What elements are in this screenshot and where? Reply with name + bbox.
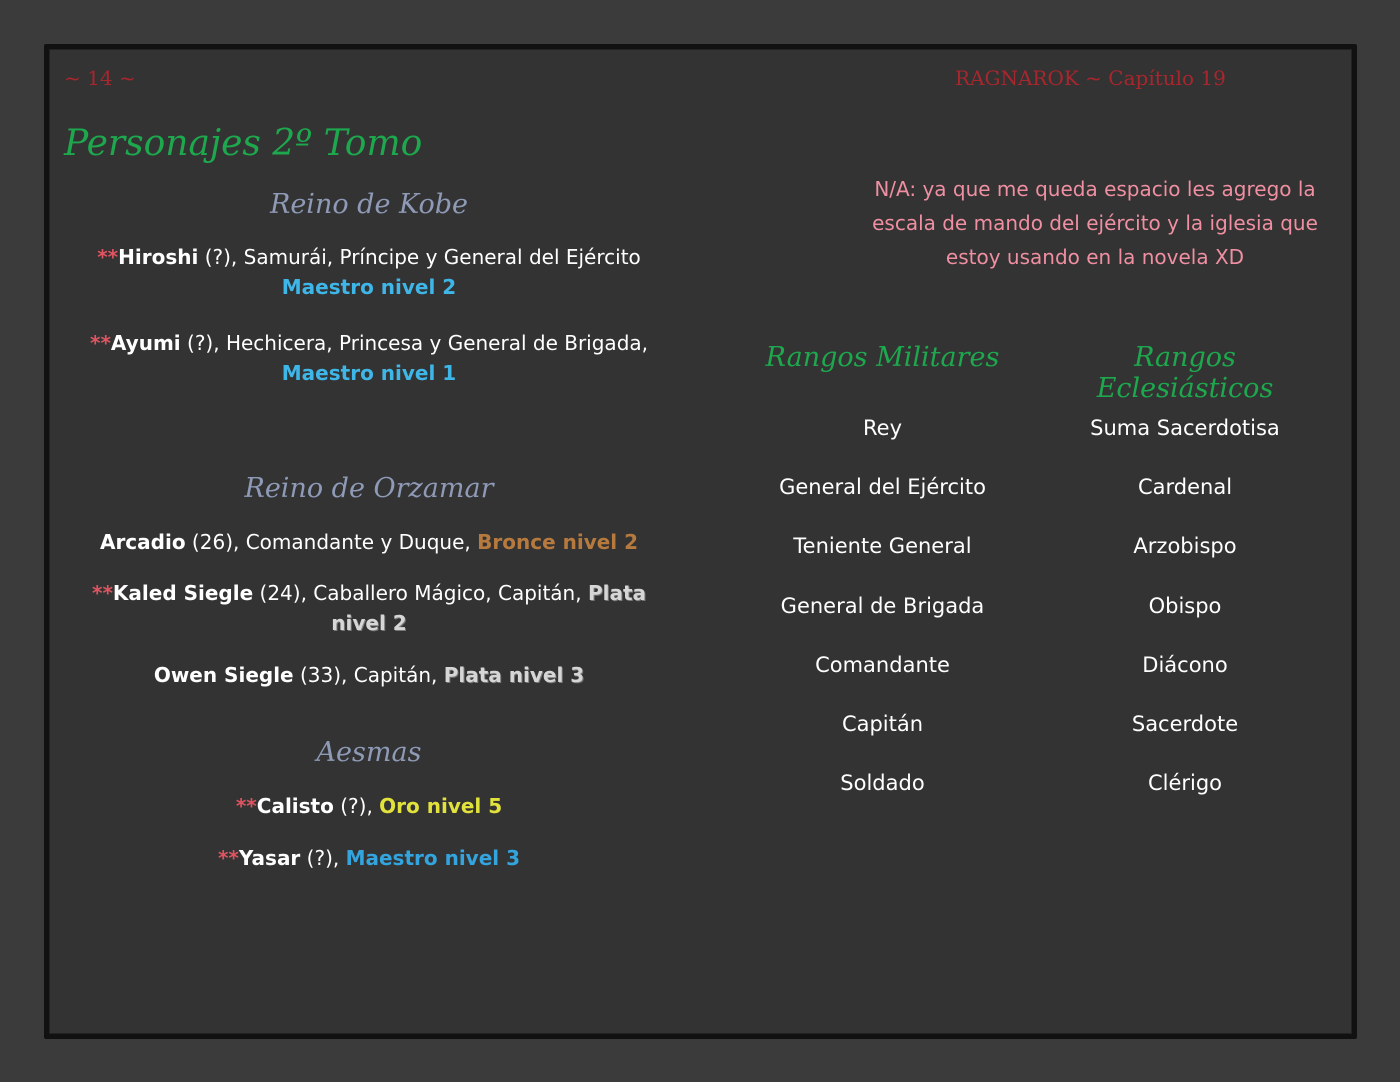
character-entry (64, 328, 674, 388)
section-title: Reino de Orzamar (244, 473, 494, 504)
star-marker: ** (89, 331, 111, 355)
character-entry (64, 242, 674, 302)
character-name: Yasar (238, 846, 301, 870)
character-entry (64, 527, 674, 557)
character-desc: (?), Samurái, Príncipe y General del Ejército (198, 245, 641, 269)
star-marker: ** (217, 846, 239, 870)
section-kobe (64, 188, 674, 388)
character-desc: (24), Caballero Mágico, Capitán, (253, 581, 588, 605)
military-rank: Comandante (815, 652, 950, 677)
section-title: Aesmas (316, 737, 422, 768)
star-marker: ** (97, 245, 119, 269)
military-rank: General de Brigada (780, 593, 985, 618)
character-entry (64, 791, 674, 821)
page-number: ~ 14 ~ (64, 66, 136, 90)
rank-label: Plata nivel 2 (331, 581, 647, 635)
author-note: N/A: ya que me queda espacio les agrego la escala de mando del ejército y la iglesia que estoy usando en la novela XD (872, 177, 1318, 269)
ecclesiastic-rank: Suma Sacerdotisa (1090, 416, 1280, 440)
ecclesiastic-rank: Cardenal (1137, 475, 1233, 500)
military-rank: Capitán (841, 711, 924, 736)
ecclesiastic-ranks-title: Rangos Eclesiásticos (1096, 342, 1274, 404)
rank-label: Maestro nivel 1 (281, 361, 457, 385)
ecclesiastic-rank: Clérigo (1147, 771, 1223, 796)
character-entry (64, 660, 674, 690)
military-rank: Soldado (840, 771, 925, 796)
star-marker: ** (235, 794, 257, 818)
character-entry (64, 578, 674, 638)
character-entry (64, 843, 674, 873)
ecclesiastic-rank: Diácono (1142, 652, 1228, 677)
rank-label: Bronce nivel 2 (477, 530, 639, 554)
page-title: Personajes 2º Tomo (64, 123, 423, 164)
military-rank: General del Ejército (779, 475, 986, 500)
character-desc: (33), Capitán, (293, 663, 444, 687)
rank-label: Maestro nivel 2 (281, 275, 457, 299)
characters-column (64, 110, 674, 870)
character-name: Arcadio (99, 530, 186, 554)
chapter-header: RAGNAROK ~ Capítulo 19 (955, 66, 1226, 90)
character-desc: (?), Hechicera, Princesa y General de Brigada, (180, 331, 648, 355)
military-ranks-list (760, 410, 1005, 824)
section-aesmas (64, 736, 674, 873)
character-name: Kaled Siegle (112, 581, 254, 605)
ecclesiastic-rank: Obispo (1148, 593, 1222, 618)
character-desc: (?), (333, 794, 380, 818)
military-rank: Rey (863, 416, 902, 440)
rank-label: Plata nivel 3 (443, 663, 585, 687)
character-desc: (26), Comandante y Duque, (185, 530, 478, 554)
ecclesiastic-rank: Arzobispo (1133, 534, 1237, 559)
character-desc: (?), (300, 846, 346, 870)
section-title: Reino de Kobe (270, 189, 468, 220)
military-rank: Teniente General (793, 534, 972, 559)
character-name: Owen Siegle (153, 663, 294, 687)
star-marker: ** (91, 581, 113, 605)
character-name: Ayumi (110, 331, 181, 355)
ecclesiastic-ranks-list (1045, 410, 1325, 824)
section-orzamar (64, 472, 674, 690)
character-name: Hiroshi (118, 245, 199, 269)
character-name: Calisto (256, 794, 334, 818)
rank-label: Maestro nivel 3 (345, 846, 521, 870)
ecclesiastic-rank: Sacerdote (1131, 711, 1239, 736)
military-ranks-title: Rangos Militares (765, 342, 1000, 373)
rank-label: Oro nivel 5 (379, 794, 503, 818)
